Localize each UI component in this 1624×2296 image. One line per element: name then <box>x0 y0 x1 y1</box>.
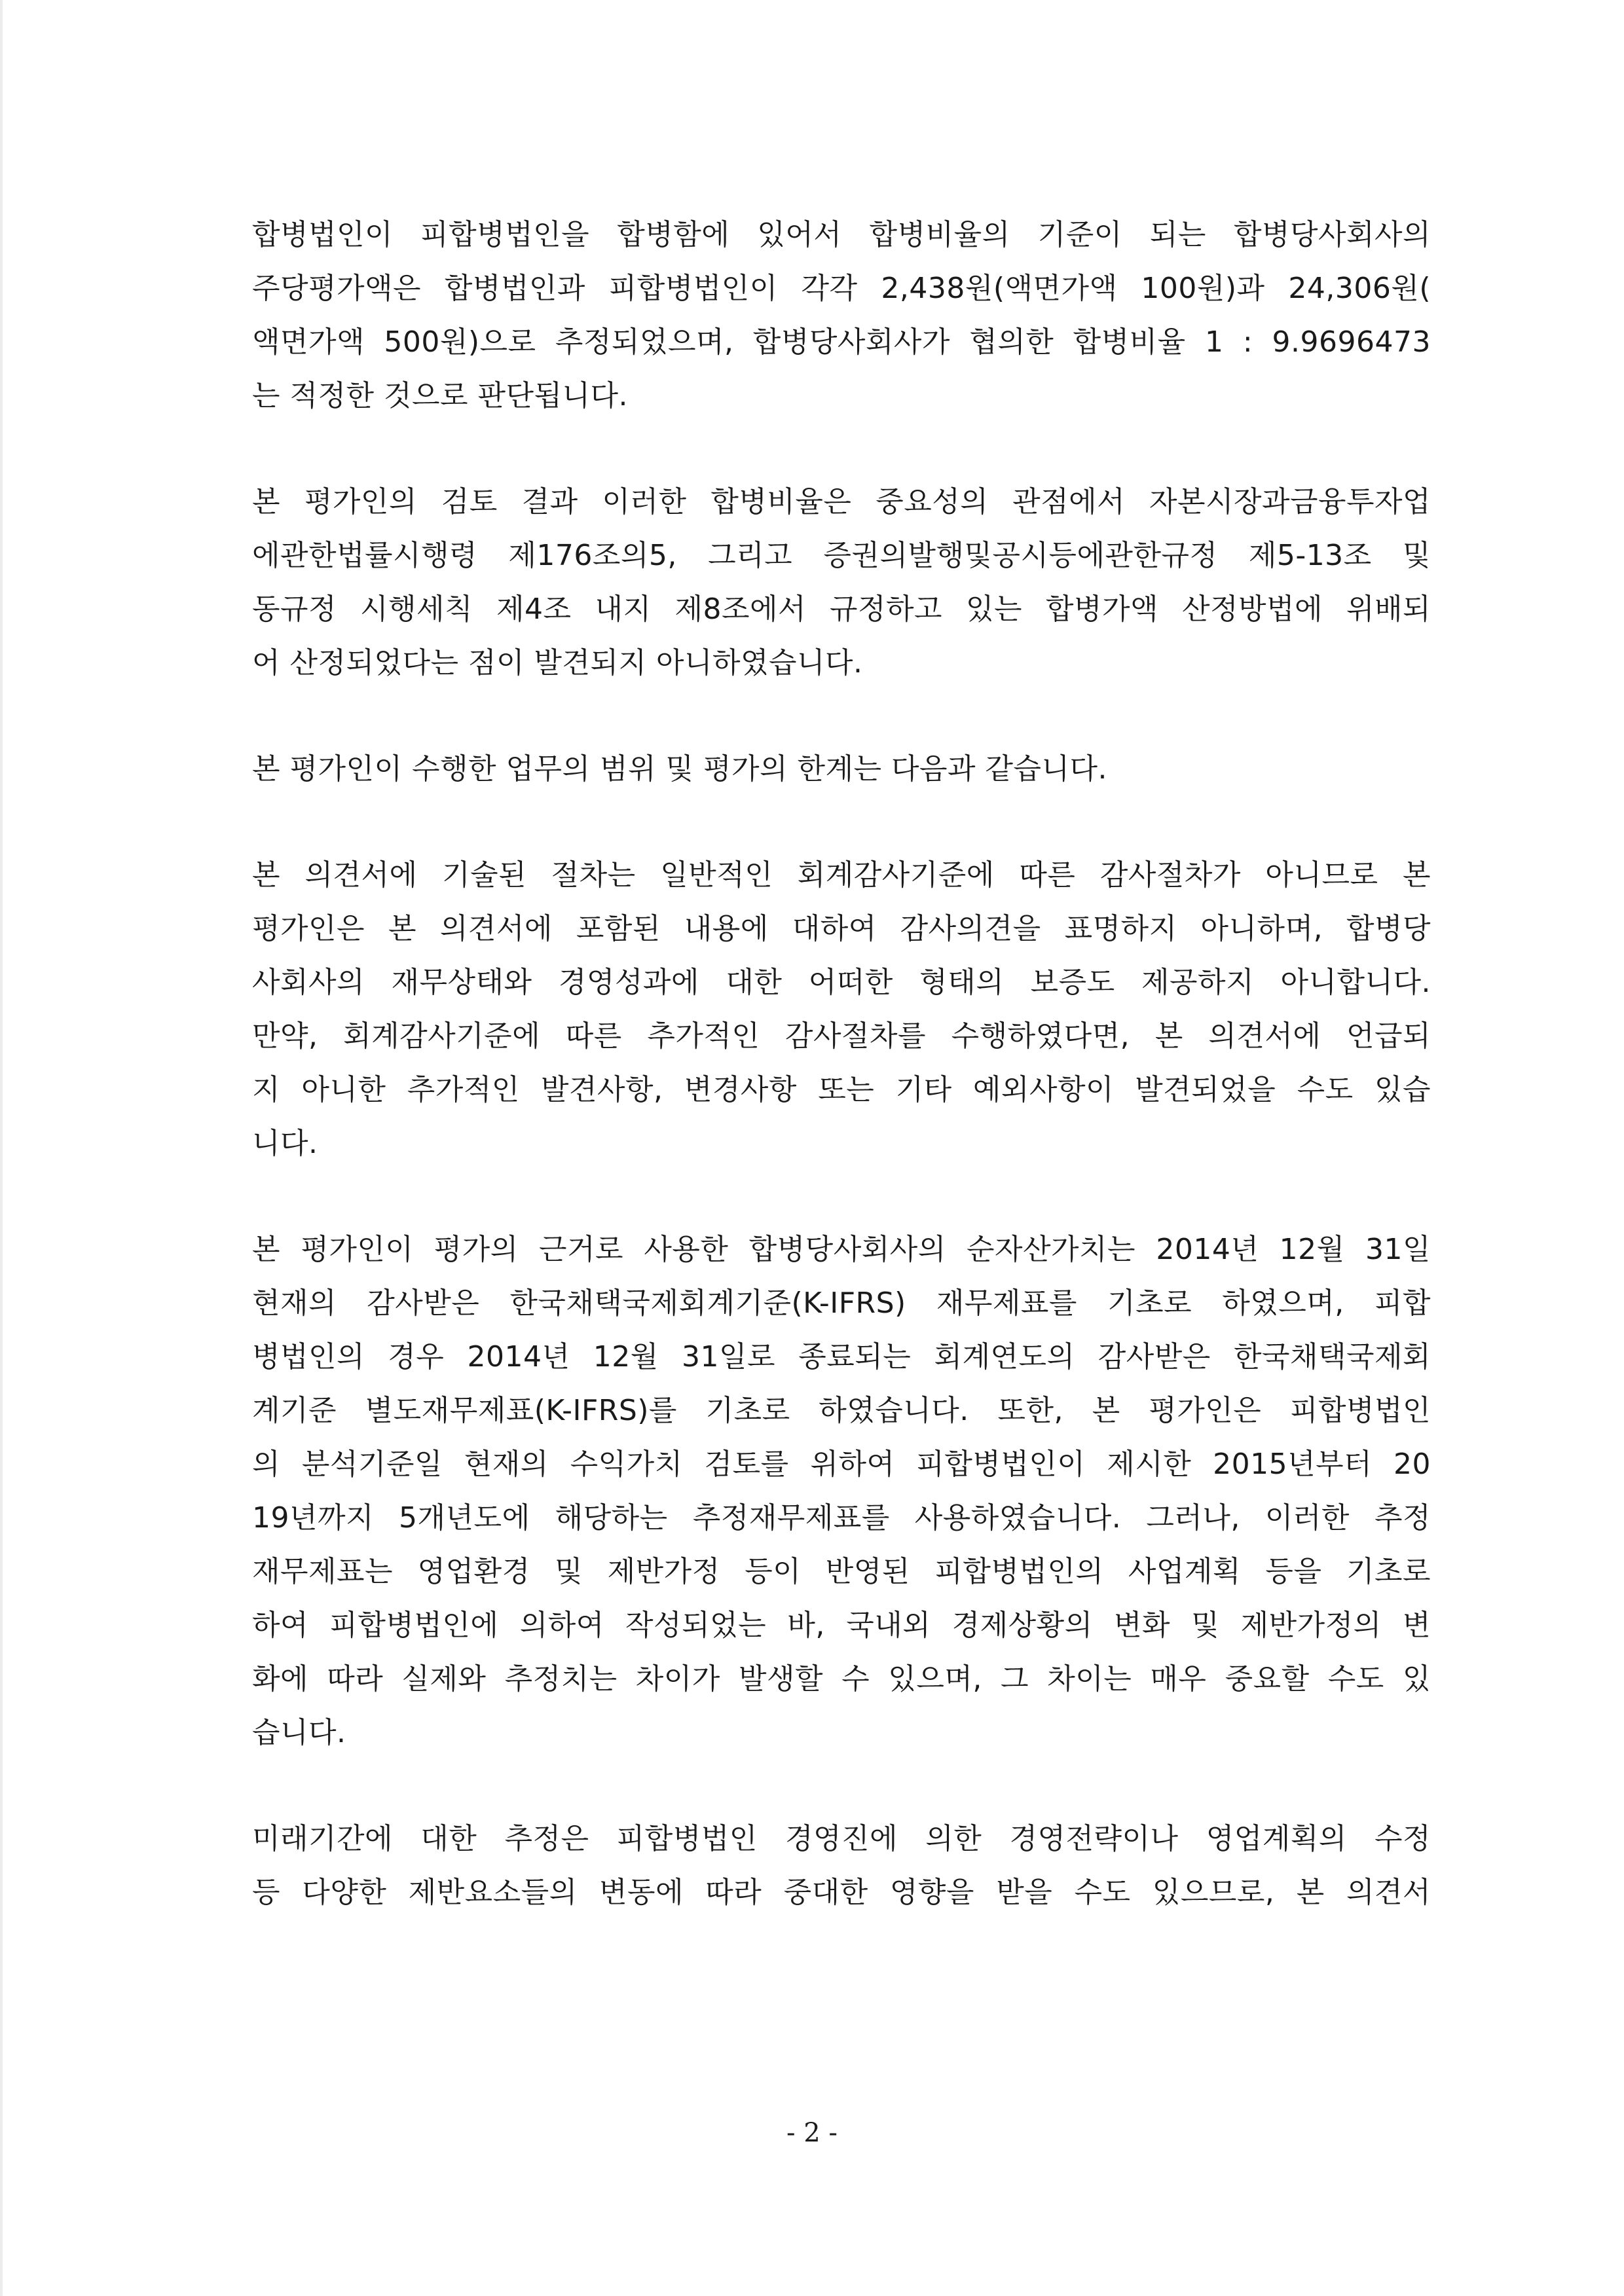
paragraph-scope-intro <box>252 742 1431 796</box>
text-line: 습니다. <box>252 1716 346 1749</box>
text-line: 사회사의 재무상태와 경영성과에 대한 어떠한 형태의 보증도 제공하지 아니합니다. <box>252 966 1431 999</box>
text-line: 화에 따라 실제와 추정치는 차이가 발생할 수 있으며, 그 차이는 매우 중요할 수도 있 <box>252 1662 1431 1696</box>
document-body <box>252 208 1431 1972</box>
text-line: 등 다양한 제반요소들의 변동에 따라 중대한 영향을 받을 수도 있으므로, 본 의견서 <box>252 1876 1431 1909</box>
text-line: 본 평가인이 수행한 업무의 범위 및 평가의 한계는 다음과 같습니다. <box>252 752 1107 786</box>
text-line: 는 적정한 것으로 판단됩니다. <box>252 379 628 412</box>
text-line: 니다. <box>252 1127 318 1160</box>
paragraph-merger-ratio-conclusion <box>252 208 1431 423</box>
text-line: 병법인의 경우 2014년 12월 31일로 종료되는 회계연도의 감사받은 한국채택국제회 <box>252 1340 1431 1374</box>
text-line: 19년까지 5개년도에 해당하는 추정재무제표를 사용하였습니다. 그러나, 이러한 추정 <box>252 1501 1431 1535</box>
paragraph-review-result <box>252 475 1431 690</box>
paragraph-future-estimates <box>252 1812 1431 1920</box>
text-line: 평가인은 본 의견서에 포함된 내용에 대하여 감사의견을 표명하지 아니하며, 합병당 <box>252 912 1431 945</box>
scan-edge <box>0 0 3 2296</box>
paragraph-valuation-basis <box>252 1223 1431 1760</box>
text-line: 본 평가인이 평가의 근거로 사용한 합병당사회사의 순자산가치는 2014년 12월 31일 <box>252 1233 1431 1266</box>
text-line: 지 아니한 추가적인 발견사항, 변경사항 또는 기타 예외사항이 발견되었을 수도 있습 <box>252 1073 1431 1106</box>
text-line: 액면가액 500원)으로 추정되었으며, 합병당사회사가 협의한 합병비율 1 : 9.9696473 <box>252 325 1431 359</box>
text-line: 본 평가인의 검토 결과 이러한 합병비율은 중요성의 관점에서 자본시장과금융투자업 <box>252 485 1431 519</box>
text-line: 어 산정되었다는 점이 발견되지 아니하였습니다. <box>252 646 863 680</box>
text-line: 본 의견서에 기술된 절차는 일반적인 회계감사기준에 따른 감사절차가 아니므로 본 <box>252 858 1431 892</box>
page-number: - 2 - <box>786 2118 838 2148</box>
paragraph-audit-disclaimer <box>252 848 1431 1171</box>
text-line: 에관한법률시행령 제176조의5, 그리고 증권의발행및공시등에관한규정 제5-13조 및 <box>252 539 1431 572</box>
text-line: 하여 피합병법인에 의하여 작성되었는 바, 국내외 경제상황의 변화 및 제반가정의 변 <box>252 1609 1431 1642</box>
text-line: 주당평가액은 합병법인과 피합병법인이 각각 2,438원(액면가액 100원)과 24,306원( <box>252 272 1431 305</box>
text-line: 재무제표는 영업환경 및 제반가정 등이 반영된 피합병법인의 사업계획 등을 기초로 <box>252 1555 1431 1588</box>
text-line: 계기준 별도재무제표(K-IFRS)를 기초로 하였습니다. 또한, 본 평가인은 피합병법인 <box>252 1394 1431 1427</box>
text-line: 만약, 회계감사기준에 따른 추가적인 감사절차를 수행하였다면, 본 의견서에 언급되 <box>252 1019 1431 1053</box>
text-line: 미래기간에 대한 추정은 피합병법인 경영진에 의한 경영전략이나 영업계획의 수정 <box>252 1822 1431 1855</box>
text-line: 현재의 감사받은 한국채택국제회계기준(K-IFRS) 재무제표를 기초로 하였으며, 피합 <box>252 1286 1431 1320</box>
text-line: 의 분석기준일 현재의 수익가치 검토를 위하여 피합병법인이 제시한 2015년부터 20 <box>252 1448 1431 1481</box>
text-line: 동규정 시행세칙 제4조 내지 제8조에서 규정하고 있는 합병가액 산정방법에 위배되 <box>252 592 1431 626</box>
text-line: 합병법인이 피합병법인을 합병함에 있어서 합병비율의 기준이 되는 합병당사회사의 <box>252 218 1431 251</box>
